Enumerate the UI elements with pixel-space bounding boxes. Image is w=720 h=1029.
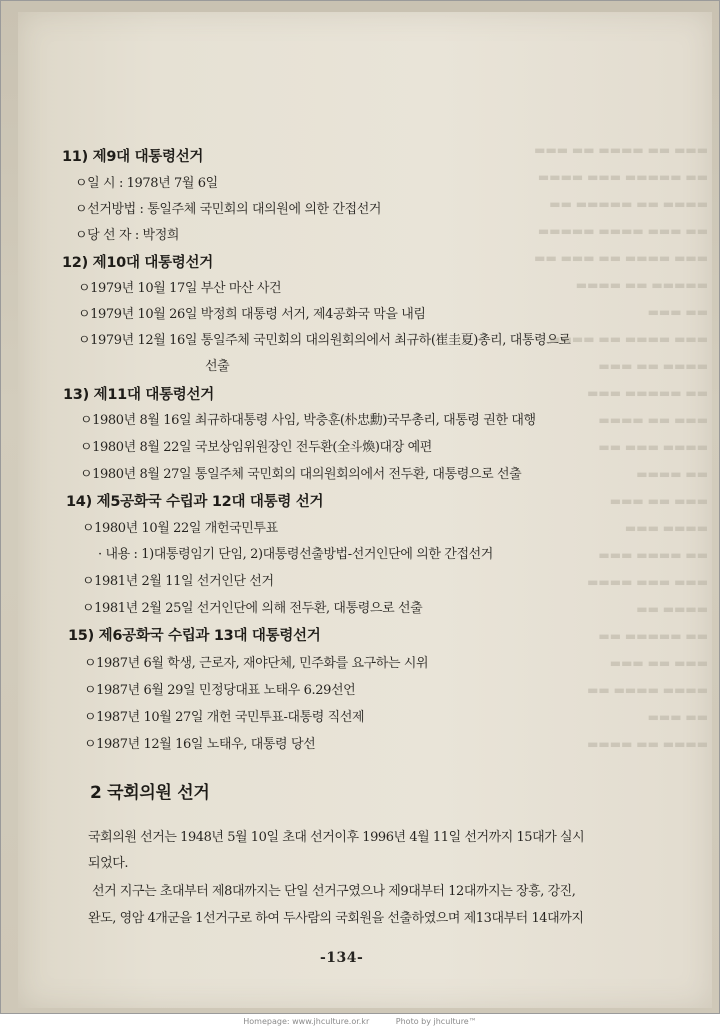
section-heading: 14) 제5공화국 수립과 12대 대통령 선거 [66,494,324,510]
chapter-heading: 2 국회의원 선거 [90,783,210,803]
list-item: ㅇ1987년 10월 27일 개헌 국민투표-대통령 직선제 [84,710,365,725]
section-heading: 15) 제6공화국 수립과 13대 대통령선거 [68,628,321,644]
paragraph-line: 국회의원 선거는 1948년 5월 10일 초대 선거이후 1996년 4월 11일 선거까지 15대가 실시 [88,830,585,845]
section-heading: 11) 제9대 대통령선거 [62,149,204,165]
list-item: ㅇ1979년 12월 16일 통일주체 국민회의 대의원회의에서 최규하(崔圭夏)총리, 대통령으로 [78,333,571,348]
list-item: ㅇ1979년 10월 26일 박정희 대통령 서거, 제4공화국 막을 내림 [78,307,426,322]
list-item: ㅇ일 시 : 1978년 7월 6일 [75,176,218,191]
paragraph-line: 되었다. [88,856,129,871]
list-item: ㅇ1987년 6월 29일 민정당대표 노태우 6.29선언 [84,683,356,698]
list-item: ㅇ선거방법 : 통일주체 국민회의 대의원에 의한 간접선거 [75,202,382,217]
photo-credit: Photo by jhculture™ [395,1017,477,1026]
show-through-text: ▬▬▬ ▬▬ ▬▬▬▬ ▬▬ ▬▬▬ ▬▬ ▬▬▬▬▬ ▬▬▬ ▬▬▬▬ ▬▬▬▬ ▬▬ ▬▬▬▬▬ ▬▬ ▬▬ ▬▬▬ ▬▬▬▬ ▬▬▬▬▬ ▬▬▬ ▬▬▬▬ ▬▬ ▬▬▬ ▬▬ ▬▬▬▬▬ ▬▬ ▬▬▬▬ ▬▬ ▬▬▬ ▬▬▬ ▬▬▬▬ ▬▬ ▬▬▬▬ ▬▬▬▬ ▬▬ ▬▬▬ ▬▬ ▬▬▬▬▬ ▬▬▬ ▬▬▬ ▬▬ ▬▬▬▬ ▬▬▬▬ ▬▬▬ ▬▬ ▬▬ ▬▬▬▬ ▬▬▬ ▬▬ ▬▬▬ ▬▬▬▬ ▬▬▬ ▬▬ ▬▬▬▬ ▬▬▬ ▬▬▬ ▬▬▬ ▬▬▬▬ ▬▬▬▬ ▬▬ ▬▬ ▬▬▬▬▬ ▬▬ ▬▬▬ ▬▬ ▬▬▬ ▬▬▬▬ ▬▬▬▬ ▬▬ ▬▬ ▬▬▬ ▬▬▬▬ ▬▬ ▬▬▬▬ [534,143,708,751]
list-item-continuation: 선출 [205,359,230,374]
paragraph-line: 선거 지구는 초대부터 제8대까지는 단일 선거구였으나 제9대부터 12대까지는 장흥, 강진, [92,884,576,899]
homepage-credit: Homepage: www.jhculture.or.kr [243,1017,370,1026]
list-item: ㅇ1979년 10월 17일 부산 마산 사건 [78,281,282,296]
list-item: ㅇ1980년 8월 22일 국보상임위원장인 전두환(全斗煥)대장 예편 [80,440,432,455]
list-item: ㅇ1981년 2월 11일 선거인단 선거 [82,574,274,589]
list-item: ㅇ1981년 2월 25일 선거인단에 의해 전두환, 대통령으로 선출 [82,601,423,616]
list-item: ㅇ1987년 6월 학생, 근로자, 재야단체, 민주화를 요구하는 시위 [84,656,429,671]
paragraph-line: 완도, 영암 4개군을 1선거구로 하여 두사람의 국회원을 선출하였으며 제13대부터 14대까지 [88,911,584,926]
list-item: ㅇ1980년 8월 27일 통일주체 국민회의 대의원회의에서 전두환, 대통령으로 선출 [80,467,522,482]
section-heading: 13) 제11대 대통령선거 [63,387,214,403]
list-item: ㅇ당 선 자 : 박정희 [75,228,180,243]
list-sub-item: · 내용 : 1)대통령임기 단임, 2)대통령선출방법-선거인단에 의한 간접선거 [98,547,493,562]
list-item: ㅇ1980년 8월 16일 최규하대통령 사임, 박충훈(朴忠勳)국무총리, 대통령 권한 대행 [80,413,536,428]
section-heading: 12) 제10대 대통령선거 [62,255,213,271]
page-number: -134- [320,950,364,966]
list-item: ㅇ1987년 12월 16일 노태우, 대통령 당선 [84,737,316,752]
list-item: ㅇ1980년 10월 22일 개헌국민투표 [82,521,278,536]
photo-credit-footer [0,1014,720,1029]
